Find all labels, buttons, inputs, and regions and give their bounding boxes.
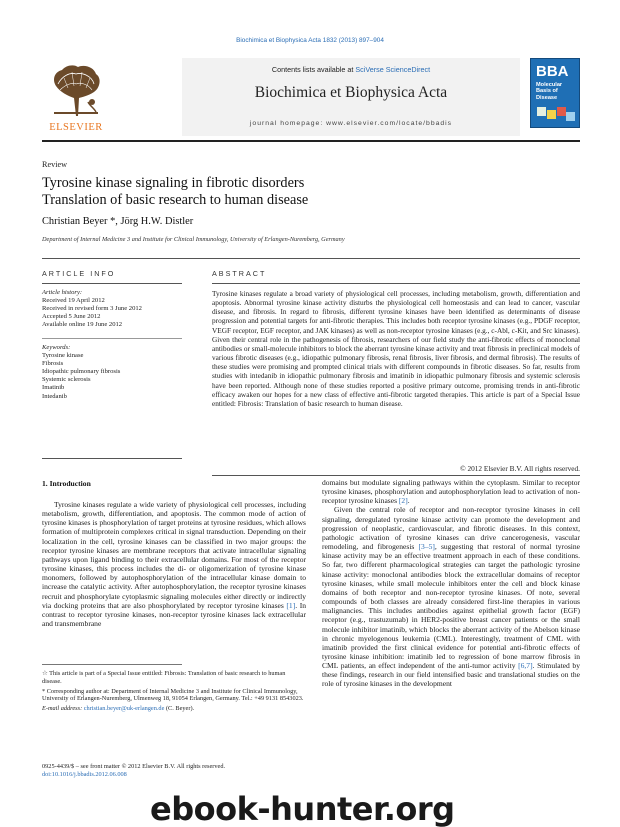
abstract-heading-rule [212,283,580,284]
header-divider [42,258,580,259]
journal-title-band [182,58,520,136]
issn-line: 0925-4439/$ – see front matter © 2012 Elsevier B.V. All rights reserved. [42,763,226,770]
masthead-divider [42,140,580,142]
cover-subtitle-line: Basis of [536,88,558,95]
history-label: Article history: [42,289,83,296]
keyword-item: Tyrosine kinase [42,352,84,360]
article-type: Review [42,160,68,169]
body-column-left [42,500,306,628]
elsevier-wordmark: ELSEVIER [49,122,103,133]
elsevier-tree-icon [48,62,104,118]
journal-masthead [42,58,580,136]
email-note [42,705,306,713]
article-title-line: Translation of basic research to human disease [42,192,309,208]
cover-title: BBA [536,63,569,80]
article-title [42,175,542,209]
article-authors[interactable]: Christian Beyer *, Jörg H.W. Distler [42,216,194,227]
history-item: Available online 19 June 2012 [42,321,123,329]
history-item: Accepted 5 June 2012 [42,313,101,321]
body-paragraph [322,478,580,505]
abstract-bottom-rule [212,475,580,476]
elsevier-logo[interactable] [42,58,110,136]
body-column-right [322,478,580,689]
paragraph-text: . In contrast to receptor tyrosine kinases, non-receptor tyrosine kinases lack extracellular and transmembrane [42,600,306,629]
cover-subtitle-line: Disease [536,94,558,101]
reference-link[interactable]: [3–5] [418,542,435,552]
info-divider [42,338,182,339]
journal-name: Biochimica et Biophysica Acta [254,84,448,101]
sciencedirect-link[interactable]: SciVerse ScienceDirect [355,65,431,74]
keywords-label: Keywords: [42,344,71,351]
contents-available [182,65,520,74]
paragraph-text: Given the central role of receptor and non-receptor tyrosine kinases in cell signaling, deregulated tyrosine kinase activity can promote the development and progression of neoplastic, cardiovascular, and fibrotic diseases. In this context, pathologic activation of tyrosine kinases can drive cancerogenesis, vascular remodeling, and fibrogenesis [322,505,580,552]
keyword-item: Imatinib [42,384,65,392]
special-issue-note: ☆ This article is part of a Special Issue entitled: Fibrosis: Translation of basic research to human disease. [42,670,286,685]
journal-citation[interactable]: Biochimica et Biophysica Acta 1832 (2013) 897–904 [236,37,384,44]
keyword-item: Idiopathic pulmonary fibrosis [42,368,121,376]
cover-subtitle [536,82,562,101]
keyword-item: Systemic sclerosis [42,376,91,384]
keyword-item: Intedanib [42,392,67,400]
info-bottom-rule [42,458,182,459]
front-matter-info [42,763,306,779]
keyword-item: Fibrosis [42,360,64,368]
abstract-copyright: © 2012 Elsevier B.V. All rights reserved. [460,464,580,473]
author-email-link[interactable]: christian.beyer@uk-erlangen.de [83,705,165,713]
paragraph-text: . [407,496,410,506]
section-heading: 1. Introduction [42,479,91,488]
paragraph-text: . Stimulated by these findings, research in our field intensified basic and translational studies on the role of tyrosine kinases in the development [322,661,580,689]
abstract-heading: ABSTRACT [212,269,267,278]
author-affiliation: Department of Internal Medicine 3 and Institute for Clinical Immunology, University of Erlangen-Nuremberg, Germany [42,236,345,243]
watermark: ebook-hunter.org [150,790,455,827]
article-title-line: Tyrosine kinase signaling in fibrotic disorders [42,175,305,191]
keywords [42,344,182,401]
footnotes [42,670,306,715]
cover-subtitle-line: Molecular [536,82,563,88]
paragraph-text: Tyrosine kinases regulate a wide variety of physiological cell processes, including metabolism, growth, differentiation, and apoptosis. The common mode of action of tyrosine kinases is phosphorylation of target proteins at tyrosine residues, which allows formation of multiprotein complexes critical in signal transduction. Depending on their localization in the cell, tyrosine kinases can be classified in two major groups: the receptor tyrosine kinases are membrane receptors that activate intracellular signaling pathways upon ligand binding to their extracellular domains. For most of the receptor tyrosine kinases, this process includes the di- or oligomerization of tyrosine kinase monomers, followed by autophosphorylation of the intracellular kinase domain to increase the catalytic activity. After autophosphorylation, the receptor tyrosine kinases recruit and phosphorylate cytoplasmic signaling molecules either directly or indirectly via docking proteins that are also phosphorylated by receptor tyrosine kinases [42,500,306,610]
email-label: E-mail address: [42,705,84,713]
email-suffix: (C. Beyer). [164,705,195,713]
history-item: Received 19 April 2012 [42,297,105,305]
journal-cover-thumbnail[interactable] [530,58,580,128]
doi-link[interactable]: doi:10.1016/j.bbadis.2012.06.008 [42,771,127,778]
abstract-text: Tyrosine kinases regulate a broad variety of physiological cell processes, including metabolism, growth, differentiation and apoptosis. Abnormal tyrosine kinase activity disturbs the physiological cell homeostasis and can lead to cancer, vascular disease, and fibrosis. In regard to fibrosis, different tyrosine kinases have been identified as determinants of disease progression and potential targets for anti-fibrotic therapies. This includes both receptor tyrosine kinases (e.g., PDGF receptor, VEGF receptor, EGF receptor, and JAK kinases) as well as non-receptor tyrosine kinases (e.g., c-Abl, c-Kit, and Src kinases). Given their central role in the pathogenesis of fibrosis, researchers of our field study the anti-fibrotic effects of monoclonal antibodies or small-molecule inhibitors to block the aberrant tyrosine kinase activity and treat fibrosis in preclinical models of various fibrotic diseases (e.g., idiopathic pulmonary fibrosis, renal fibrosis, liver fibrosis, and dermal fibrosis). The results of these studies were promising and prompted clinical trials with different compounds in fibrotic diseases. So far, results from studies with intedanib in idiopathic pulmonary fibrosis and imatinib in idiopathic pulmonary fibrosis and systemic sclerosis have been reported. Although none of these studies reported a positive primary outcome, promising trends in anti-fibrotic efficacy awaken our hopes for a new class of effective anti-fibrotic targeted therapies. This article is part of a Special Issue entitled: Fibrosis: Translation of basic research to human disease. [212,289,580,408]
contents-prefix: Contents lists available at [271,65,356,74]
info-heading-rule [42,283,182,284]
cover-graphic [537,107,573,123]
reference-link[interactable]: [6,7] [518,661,533,671]
paragraph-text: , suggesting that restoral of normal tyrosine kinase activity may be an effective treatment approach in each of these conditions. So far, two different pharmacological strategies can target the pathologic tyrosine kinase activity: monoclonal antibodies block the extracellular domains of receptor tyrosine kinases, while small molecule inhibitors enter the cell and block kinase domains of both receptor and non-receptor tyrosine kinases. Of note, several compounds of both classes are already considered first-line therapies in various malignancies. This includes antibodies against epithelial growth factor (EGF) receptor (e.g., trastuzumab) in HER2-positive breast cancer patients or the small molecule inhibitor imatinib, which blocks the aberrant activity of the Abelson kinase in chronic myelogenous leukemia (CML). Interestingly, treatment of CML with imatinib provided the first clinical evidence for potential anti-fibrotic effects of tyrosine kinase inhibition: imatinib led to regression of bone marrow fibrosis in CML patients, an effect independent of the anti-tumor activity [322,542,580,671]
article-history [42,289,182,329]
corresponding-author-note: * Corresponding author at: Department of Internal Medicine 3 and Institute for Clinical Immunology, University of Erlangen-Nuremberg, Ulmenweg 18, 91054 Erlangen, Germany. Tel.: +49 9131 8543023. [42,687,304,703]
reference-link[interactable]: [2] [398,496,408,506]
paragraph-text: domains but modulate signaling pathways within the cytoplasm. Similar to receptor tyrosine kinases, phosphorylation and autophosphorylation lead to activation of non-receptor tyrosine kinases [322,478,580,506]
body-paragraph [42,500,306,628]
history-item: Received in revised form 3 June 2012 [42,305,142,313]
body-paragraph [322,505,580,688]
journal-homepage[interactable]: journal homepage: www.elsevier.com/locate/bbadis [249,120,453,127]
reference-link[interactable]: [1] [286,600,296,610]
footnote-rule [42,664,182,665]
article-info-heading: ARTICLE INFO [42,269,116,278]
